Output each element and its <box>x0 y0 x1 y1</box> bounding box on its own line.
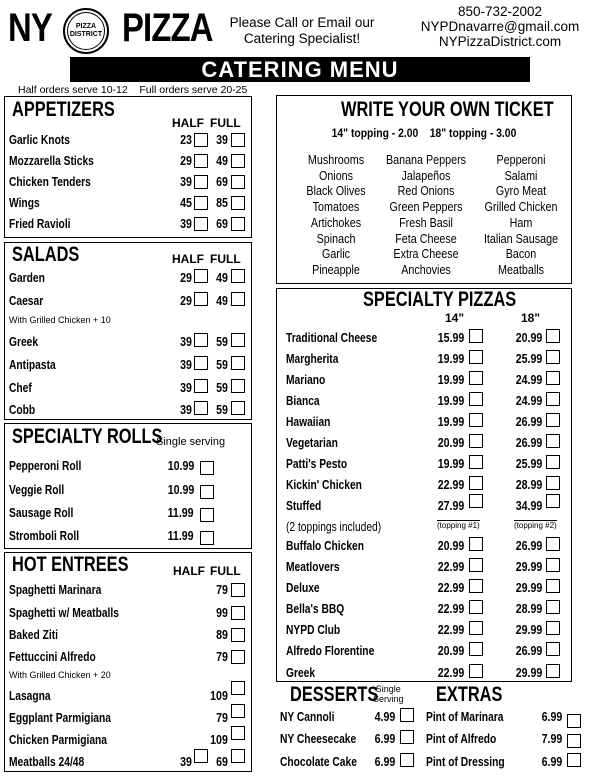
price-14: 22.99 <box>437 623 464 637</box>
price-14: 19.99 <box>437 394 464 408</box>
half-price: 39 <box>180 358 192 372</box>
dessert-price: 6.99 <box>374 755 395 769</box>
pizza-name: Deluxe <box>286 581 320 595</box>
checkbox-18[interactable] <box>546 600 560 614</box>
topping-item[interactable]: Red Onions <box>397 184 455 199</box>
menu-item-name: Garden <box>9 271 45 285</box>
topping-item[interactable]: Anchovies <box>401 262 451 277</box>
checkbox-18[interactable] <box>546 579 560 593</box>
pizza-name: Stuffed <box>286 499 322 513</box>
pizza-name: Meatlovers <box>286 560 340 574</box>
brand-pizza: PIZZA <box>122 6 213 50</box>
topping-item[interactable]: Mushrooms <box>307 153 365 167</box>
appetizers-full-header: FULL <box>210 116 241 130</box>
roll-price: 10.99 <box>167 483 194 497</box>
half-checkbox[interactable] <box>194 133 208 147</box>
menu-item-name: Caesar <box>9 294 44 308</box>
dessert-price: 4.99 <box>374 710 395 724</box>
half-serving-note: Half orders serve 10-12 <box>18 84 128 96</box>
price-14: 22.99 <box>437 666 464 680</box>
ticket-title: WRITE YOUR OWN TICKET <box>341 98 554 121</box>
menu-item-name: Veggie Roll <box>9 483 65 497</box>
checkbox-18[interactable] <box>546 413 560 427</box>
menu-item-name: Sausage Roll <box>9 506 74 520</box>
half-price: 39 <box>180 403 192 417</box>
pizza-name: NYPD Club <box>286 623 341 637</box>
half-checkbox[interactable] <box>194 154 208 168</box>
pizza-name: Bella's BBQ <box>286 602 345 616</box>
price-14: 22.99 <box>437 560 464 574</box>
full-checkbox[interactable] <box>231 681 245 695</box>
full-price: 69 <box>216 217 228 231</box>
topping-1-line: (topping #1) <box>437 521 480 530</box>
half-price: 39 <box>180 755 192 769</box>
topping-item[interactable]: Gyro Meat <box>495 184 547 199</box>
half-price: 39 <box>180 381 192 395</box>
price-14: 20.99 <box>437 644 464 658</box>
half-checkbox[interactable] <box>194 269 208 283</box>
half-checkbox[interactable] <box>194 379 208 393</box>
pizza-name: Hawaiian <box>286 415 331 429</box>
full-price: 69 <box>216 175 228 189</box>
pizza-name: Mariano <box>286 373 326 387</box>
extra-name: Pint of Marinara <box>426 710 504 724</box>
extra-price: 6.99 <box>541 755 562 769</box>
topping-2-line: (topping #2) <box>514 521 557 530</box>
checkbox-14[interactable] <box>469 642 483 656</box>
full-price: 59 <box>216 358 228 372</box>
checkbox-14[interactable] <box>469 434 483 448</box>
menu-item-name: Eggplant Parmigiana <box>9 711 111 725</box>
half-checkbox[interactable] <box>194 196 208 210</box>
full-checkbox[interactable] <box>231 292 245 306</box>
menu-item-name: Meatballs 24/48 <box>9 755 85 769</box>
price-18: 26.99 <box>515 644 542 658</box>
full-serving-note: Full orders serve 20-25 <box>139 84 248 96</box>
price-18: 26.99 <box>515 436 542 450</box>
topping-item[interactable]: Tomatoes <box>312 200 360 215</box>
price-18: 25.99 <box>515 352 542 366</box>
checkbox-18[interactable] <box>546 558 560 572</box>
price-14: 20.99 <box>437 436 464 450</box>
dessert-name: NY Cheesecake <box>280 732 357 746</box>
half-price: 45 <box>180 196 192 210</box>
topping-item[interactable]: Pineapple <box>312 262 360 277</box>
size-18-header: 18" <box>521 311 541 325</box>
email-address[interactable]: NYPDnavarre@gmail.com <box>420 19 580 34</box>
half-checkbox[interactable] <box>194 175 208 189</box>
full-price: 59 <box>216 381 228 395</box>
half-price: 29 <box>180 294 192 308</box>
half-price: 39 <box>180 175 192 189</box>
checkbox-14[interactable] <box>469 329 483 343</box>
stuffed-toppings-note: (2 toppings included) <box>286 520 382 534</box>
entrees-half-header: HALF <box>173 564 205 578</box>
full-price: 49 <box>216 271 228 285</box>
full-checkbox[interactable] <box>231 217 245 231</box>
full-price: 109 <box>210 733 228 747</box>
menu-item-name: Cobb <box>9 403 36 417</box>
full-checkbox[interactable] <box>231 704 245 718</box>
topping-item[interactable]: Banana Peppers <box>385 153 467 167</box>
half-checkbox[interactable] <box>194 217 208 231</box>
half-price: 29 <box>180 154 192 168</box>
full-price: 59 <box>216 403 228 417</box>
price-18: 24.99 <box>515 394 542 408</box>
full-price: 49 <box>216 154 228 168</box>
toppings-column-3 <box>479 153 563 279</box>
topping-item[interactable]: Grilled Chicken <box>484 200 558 215</box>
price-14: 19.99 <box>437 373 464 387</box>
checkbox-14[interactable] <box>469 621 483 635</box>
checkbox-18[interactable] <box>546 350 560 364</box>
half-checkbox[interactable] <box>194 333 208 347</box>
full-price: 39 <box>216 133 228 147</box>
dessert-name: NY Cannoli <box>280 710 335 724</box>
checkbox-14[interactable] <box>469 600 483 614</box>
extras-title: EXTRAS <box>436 683 503 706</box>
checkbox-14[interactable] <box>469 494 483 508</box>
full-checkbox[interactable] <box>231 401 245 415</box>
full-price: 69 <box>216 755 228 769</box>
price-14: 22.99 <box>437 581 464 595</box>
extra-name: Pint of Dressing <box>426 755 505 769</box>
extra-checkbox[interactable] <box>567 753 581 767</box>
dessert-checkbox[interactable] <box>400 708 414 722</box>
half-price: 39 <box>180 335 192 349</box>
checkbox-18[interactable] <box>546 537 560 551</box>
desserts-title: DESSERTS <box>290 683 379 706</box>
menu-item-name: Chef <box>9 381 32 395</box>
extra-price: 6.99 <box>541 710 562 724</box>
topping-price-14: 14" topping - 2.00 <box>331 128 419 140</box>
half-checkbox[interactable] <box>194 292 208 306</box>
dessert-checkbox[interactable] <box>400 753 414 767</box>
topping-item[interactable]: Black Olives <box>306 184 366 199</box>
price-18: 29.99 <box>515 581 542 595</box>
checkbox-14[interactable] <box>469 558 483 572</box>
pizza-name: Margherita <box>286 352 339 366</box>
full-checkbox[interactable] <box>231 650 245 664</box>
dessert-checkbox[interactable] <box>400 730 414 744</box>
price-14: 20.99 <box>437 539 464 553</box>
price-18: 34.99 <box>515 499 542 513</box>
full-price: 85 <box>216 196 228 210</box>
appetizers-title: APPETIZERS <box>12 98 115 121</box>
checkbox-14[interactable] <box>469 476 483 490</box>
price-14: 22.99 <box>437 602 464 616</box>
topping-item[interactable]: Jalapeños <box>401 168 451 183</box>
dessert-serving-label <box>373 684 404 704</box>
topping-item[interactable]: Salami <box>504 168 538 183</box>
roll-checkbox[interactable] <box>200 485 214 499</box>
menu-item-name: Lasagna <box>9 689 51 703</box>
checkbox-18[interactable] <box>546 455 560 469</box>
pizza-name: Kickin' Chicken <box>286 478 362 492</box>
price-18: 26.99 <box>515 539 542 553</box>
half-price: 29 <box>180 271 192 285</box>
checkbox-14[interactable] <box>469 455 483 469</box>
price-18: 20.99 <box>515 331 542 345</box>
pizza-district-logo <box>63 8 109 54</box>
call-message <box>218 15 386 47</box>
topping-pricing <box>293 128 556 140</box>
alfredo-chicken-note: With Grilled Chicken + 20 <box>9 670 111 680</box>
checkbox-18[interactable] <box>546 434 560 448</box>
appetizers-half-header: HALF <box>172 116 204 130</box>
serving-line-2: Serving <box>373 694 404 704</box>
checkbox-14[interactable] <box>469 350 483 364</box>
extra-price: 7.99 <box>541 732 562 746</box>
price-18: 29.99 <box>515 623 542 637</box>
topping-price-18: 18" topping - 3.00 <box>429 128 517 140</box>
checkbox-14[interactable] <box>469 413 483 427</box>
serving-info <box>18 84 247 96</box>
topping-item[interactable]: Meatballs <box>497 262 545 277</box>
full-checkbox[interactable] <box>231 356 245 370</box>
roll-checkbox[interactable] <box>200 531 214 545</box>
checkbox-18[interactable] <box>546 621 560 635</box>
price-14: 15.99 <box>437 331 464 345</box>
checkbox-14[interactable] <box>469 371 483 385</box>
price-18: 26.99 <box>515 415 542 429</box>
full-checkbox[interactable] <box>231 133 245 147</box>
roll-price: 10.99 <box>167 459 194 473</box>
price-14: 19.99 <box>437 352 464 366</box>
salads-title: SALADS <box>12 243 80 266</box>
website-link[interactable]: NYPizzaDistrict.com <box>438 34 562 49</box>
checkbox-18[interactable] <box>546 392 560 406</box>
full-checkbox[interactable] <box>231 628 245 642</box>
checkbox-18[interactable] <box>546 476 560 490</box>
menu-item-name: Chicken Parmigiana <box>9 733 107 747</box>
full-price: 79 <box>216 711 228 725</box>
price-18: 25.99 <box>515 457 542 471</box>
topping-item[interactable]: Bacon <box>505 247 537 262</box>
menu-item-name: Wings <box>9 196 40 210</box>
menu-item-name: Chicken Tenders <box>9 175 91 189</box>
salads-full-header: FULL <box>210 252 241 266</box>
half-price: 23 <box>180 133 192 147</box>
full-price: 89 <box>216 628 228 642</box>
half-checkbox[interactable] <box>194 401 208 415</box>
full-price: 109 <box>210 689 228 703</box>
menu-item-name: Pepperoni Roll <box>9 459 82 473</box>
full-checkbox[interactable] <box>231 154 245 168</box>
pizza-name: Traditional Cheese <box>286 331 378 345</box>
logo-text: PIZZA DISTRICT <box>67 12 105 50</box>
menu-item-name: Stromboli Roll <box>9 529 80 543</box>
toppings-column-1 <box>294 153 378 279</box>
checkbox-18[interactable] <box>546 494 560 508</box>
toppings-column-2 <box>384 153 468 279</box>
checkbox-14[interactable] <box>469 392 483 406</box>
size-14-header: 14" <box>445 311 465 325</box>
checkbox-14[interactable] <box>469 579 483 593</box>
topping-item[interactable]: Ham <box>509 215 533 230</box>
menu-item-name: Mozzarella Sticks <box>9 154 94 168</box>
full-checkbox[interactable] <box>231 726 245 740</box>
price-18: 28.99 <box>515 478 542 492</box>
call-line-2: Catering Specialist! <box>243 31 361 46</box>
pizza-name: Bianca <box>286 394 320 408</box>
checkbox-18[interactable] <box>546 371 560 385</box>
full-price: 99 <box>216 606 228 620</box>
topping-item[interactable]: Artichokes <box>310 215 362 230</box>
price-18: 24.99 <box>515 373 542 387</box>
checkbox-18[interactable] <box>546 329 560 343</box>
topping-item[interactable]: Extra Cheese <box>393 247 459 262</box>
checkbox-14[interactable] <box>469 537 483 551</box>
menu-item-name: Spaghetti w/ Meatballs <box>9 606 119 620</box>
checkbox-14[interactable] <box>469 664 483 678</box>
specialty-pizzas-title: SPECIALTY PIZZAS <box>363 288 517 311</box>
half-price: 39 <box>180 217 192 231</box>
full-checkbox[interactable] <box>231 196 245 210</box>
menu-item-name: Fried Ravioli <box>9 217 71 231</box>
full-price: 49 <box>216 294 228 308</box>
topping-item[interactable]: Garlic <box>321 247 351 262</box>
topping-item[interactable]: Fresh Basil <box>399 215 453 230</box>
caesar-chicken-note: With Grilled Chicken + 10 <box>9 315 111 325</box>
price-18: 28.99 <box>515 602 542 616</box>
pizza-name: Alfredo Florentine <box>286 644 375 658</box>
single-serving-label: Single serving <box>156 436 226 448</box>
price-14: 19.99 <box>437 415 464 429</box>
specialty-rolls-title: SPECIALTY ROLLS <box>12 425 163 448</box>
serving-line-1: Single <box>375 684 401 694</box>
contact-info <box>402 4 598 49</box>
brand-ny: NY <box>8 6 52 50</box>
topping-item[interactable]: Spinach <box>316 231 356 246</box>
phone-number[interactable]: 850-732-2002 <box>457 4 543 19</box>
price-14: 27.99 <box>437 499 464 513</box>
pizza-name: Vegetarian <box>286 436 338 450</box>
menu-item-name: Antipasta <box>9 358 56 372</box>
pizza-name: Greek <box>286 666 316 680</box>
call-line-1: Please Call or Email our <box>229 15 375 30</box>
menu-item-name: Greek <box>9 335 39 349</box>
topping-item[interactable]: Green Peppers <box>389 200 463 215</box>
checkbox-18[interactable] <box>546 642 560 656</box>
full-checkbox[interactable] <box>231 379 245 393</box>
price-18: 29.99 <box>515 560 542 574</box>
topping-item[interactable]: Italian Sausage <box>483 231 559 246</box>
full-checkbox[interactable] <box>231 269 245 283</box>
menu-item-name: Spaghetti Marinara <box>9 583 102 597</box>
full-checkbox[interactable] <box>231 583 245 597</box>
full-price: 79 <box>216 583 228 597</box>
full-checkbox[interactable] <box>231 333 245 347</box>
price-14: 22.99 <box>437 478 464 492</box>
salads-section <box>4 242 252 420</box>
full-checkbox[interactable] <box>231 749 245 763</box>
extra-checkbox[interactable] <box>567 714 581 728</box>
topping-item[interactable]: Feta Cheese <box>395 231 457 246</box>
entrees-full-header: FULL <box>210 564 241 578</box>
catering-menu-banner: CATERING MENU <box>70 57 530 82</box>
half-checkbox[interactable] <box>194 749 208 763</box>
topping-item[interactable]: Pepperoni <box>496 153 546 167</box>
menu-item-name: Baked Ziti <box>9 628 58 642</box>
roll-price: 11.99 <box>167 529 194 543</box>
pizza-name: Buffalo Chicken <box>286 539 365 553</box>
hot-entrees-title: HOT ENTREES <box>12 553 129 576</box>
extra-checkbox[interactable] <box>567 734 581 748</box>
salads-half-header: HALF <box>172 252 204 266</box>
topping-item[interactable]: Onions <box>318 168 354 183</box>
half-checkbox[interactable] <box>194 356 208 370</box>
full-checkbox[interactable] <box>231 175 245 189</box>
roll-price: 11.99 <box>167 506 194 520</box>
roll-checkbox[interactable] <box>200 461 214 475</box>
price-18: 29.99 <box>515 666 542 680</box>
dessert-price: 6.99 <box>374 732 395 746</box>
pizza-name: Patti's Pesto <box>286 457 348 471</box>
full-checkbox[interactable] <box>231 606 245 620</box>
full-price: 59 <box>216 335 228 349</box>
menu-item-name: Garlic Knots <box>9 133 70 147</box>
dessert-name: Chocolate Cake <box>280 755 357 769</box>
roll-checkbox[interactable] <box>200 508 214 522</box>
extra-name: Pint of Alfredo <box>426 732 497 746</box>
price-14: 19.99 <box>437 457 464 471</box>
checkbox-18[interactable] <box>546 664 560 678</box>
full-price: 79 <box>216 650 228 664</box>
menu-item-name: Fettuccini Alfredo <box>9 650 96 664</box>
